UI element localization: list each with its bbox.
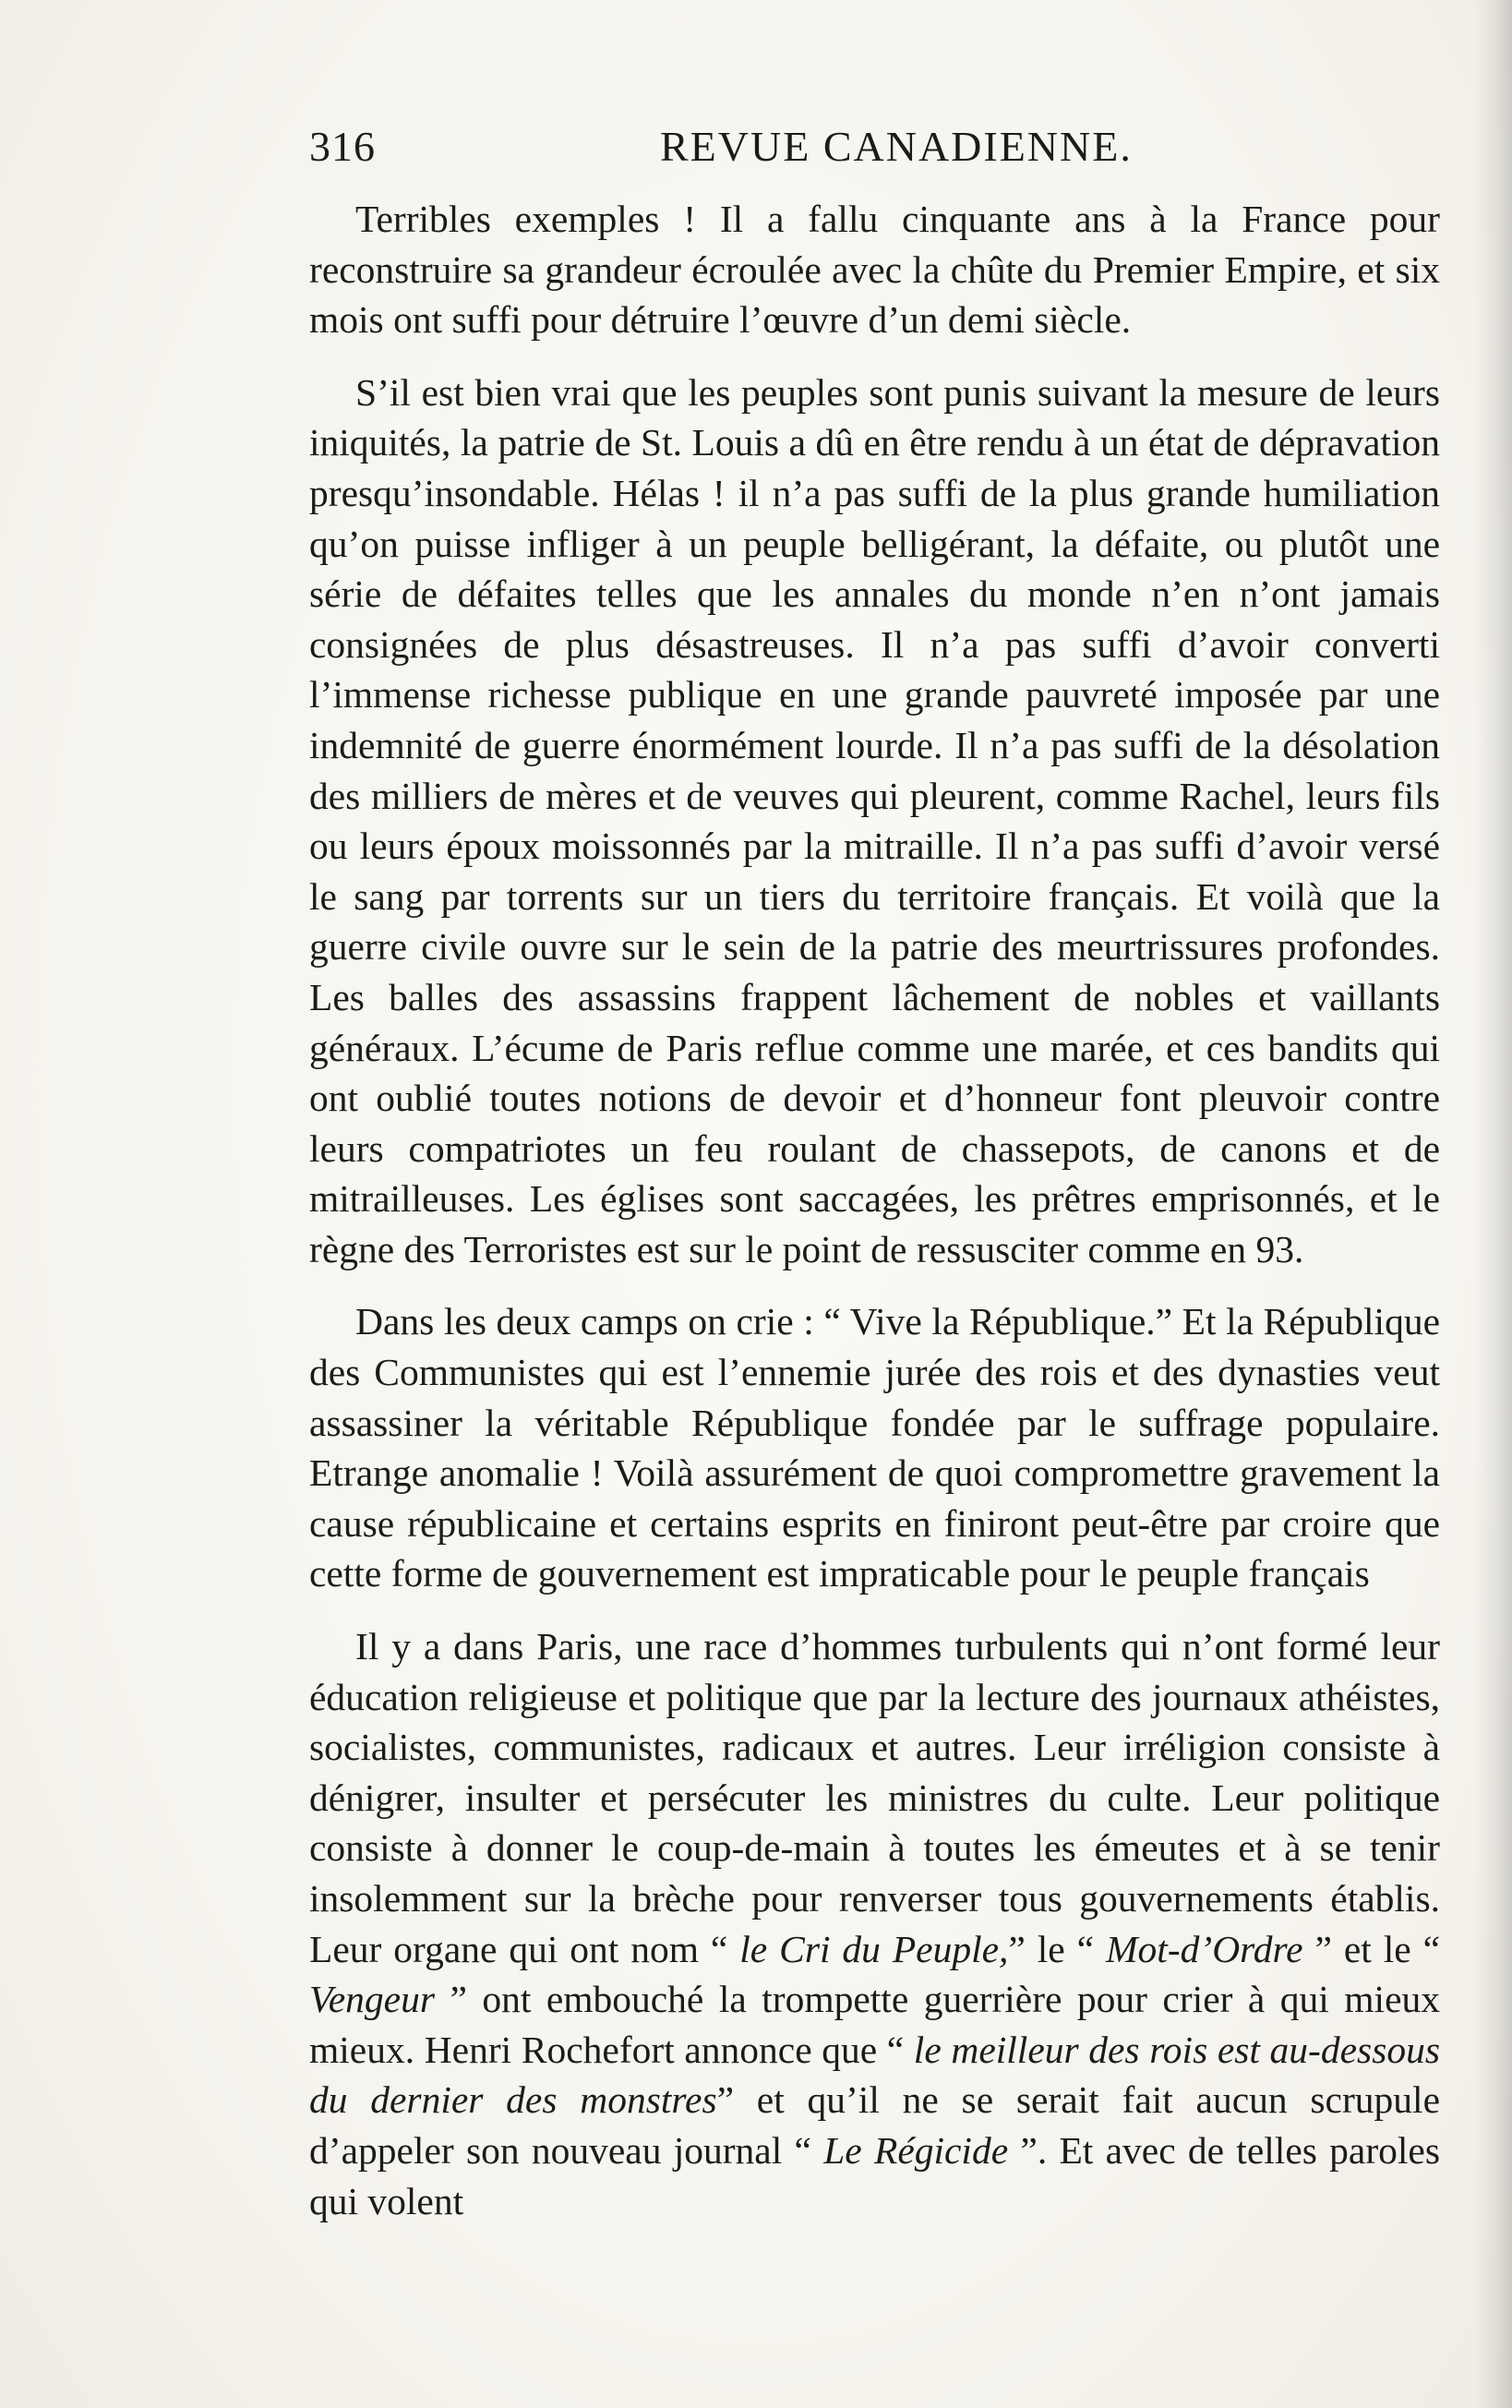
paragraph-4-text-3: ” et le “ <box>1302 1927 1440 1970</box>
paragraph-4-title-cri-du-peuple: le Cri du Peuple, <box>739 1927 1009 1970</box>
running-head <box>309 122 1472 177</box>
paragraph-4 <box>309 1621 1440 2226</box>
page-number: 316 <box>309 123 376 170</box>
paragraph-4-title-le-regicide: Le Régicide <box>823 2128 1009 2172</box>
paragraph-3: Dans les deux camps on crie : “ Vive la République.” Et la République des Communistes qui est l’ennemie jurée des rois et des dynasties veut assassiner la véritable République fondée par le suffrage populaire. Etrange anomalie ! Voilà assurément de quoi compromettre gravement la cause républicaine et certains esprits en finiront peut-être par croire que cette forme de gouvernement est impraticable pour le peuple français <box>309 1300 1440 1595</box>
paragraph-4-text-2: ” le “ <box>1008 1927 1106 1970</box>
paragraph-4-title-vengeur: Vengeur <box>309 1978 435 2021</box>
paragraph-4-text-1: Il y a dans Paris, une race d’hommes turbulents qui n’ont formé leur éducation religieuse et politique que par la lecture des journaux athéistes, socialistes, communistes, radicaux et autres. Leur irréligion consiste à dénigrer, insulter et persécuter les ministres du culte. Leur politique consiste à donner le coup-de-main à toutes les émeutes et à se tenir insolemment sur la brèche pour renverser tous gouvernements établis. Leur organe qui ont nom “ <box>309 1625 1440 1970</box>
paragraph-4-quotation: le meilleur des rois est au-dessous du dernier des monstres <box>309 2028 1440 2122</box>
journal-title: REVUE CANADIENNE. <box>660 123 1133 170</box>
paragraph-4-text-5: ” et qu’il ne se serait fait aucun scrupule d’appeler son nouveau journal “ <box>309 2078 1440 2172</box>
page-edge-shadow <box>1475 0 1512 2408</box>
paragraph-4-title-mot-d-ordre: Mot-d’Ordre <box>1105 1927 1303 1970</box>
paragraph-4-text-4: ” ont embouché la trompette guerrière pour crier à qui mieux mieux. Henri Rochefort annonce que “ <box>309 1978 1440 2071</box>
paragraph-2: S’il est bien vrai que les peuples sont punis suivant la mesure de leurs iniquités, la patrie de St. Louis a dû en être rendu à un état de dépravation presqu’insondable. Hélas ! il n’a pas suffi de la plus grande humiliation qu’on puisse infliger à un peuple belligérant, la défaite, ou plutôt une série de défaites telles que les annales du monde n’en n’ont jamais consignées de plus désastreuses. Il n’a pas suffi d’avoir converti l’immense richesse publique en une grande pauvreté imposée par une indemnité de guerre énormément lourde. Il n’a pas suffi de la désolation des milliers de mères et de veuves qui pleurent, comme Rachel, leurs fils ou leurs époux moissonnés par la mitraille. Il n’a pas suffi d’avoir versé le sang par torrents sur un tiers du territoire français. Et voilà que la guerre civile ouvre sur le sein de la patrie des meurtrissures profondes. Les balles des assassins frappent lâchement de nobles et vaillants généraux. L’écume de Paris reflue comme une marée, et ces bandits qui ont oublié toutes notions de devoir et d’honneur font pleuvoir contre leurs compatriotes un feu roulant de chassepots, de canons et de mitrailleuses. Les églises sont saccagées, les prêtres emprisonnés, et le règne des Terroristes est sur le point de ressusciter comme en 93. <box>309 370 1440 1270</box>
paragraph-1: Terribles exemples ! Il a fallu cinquante ans à la France pour reconstruire sa grandeur écroulée avec la chûte du Premier Empire, et six mois ont suffi pour détruire l’œuvre d’un demi siècle. <box>309 198 1440 342</box>
body-text <box>309 194 1440 2248</box>
paragraph-4-text-6: ”. Et avec de telles paroles qui volent <box>309 2128 1440 2222</box>
